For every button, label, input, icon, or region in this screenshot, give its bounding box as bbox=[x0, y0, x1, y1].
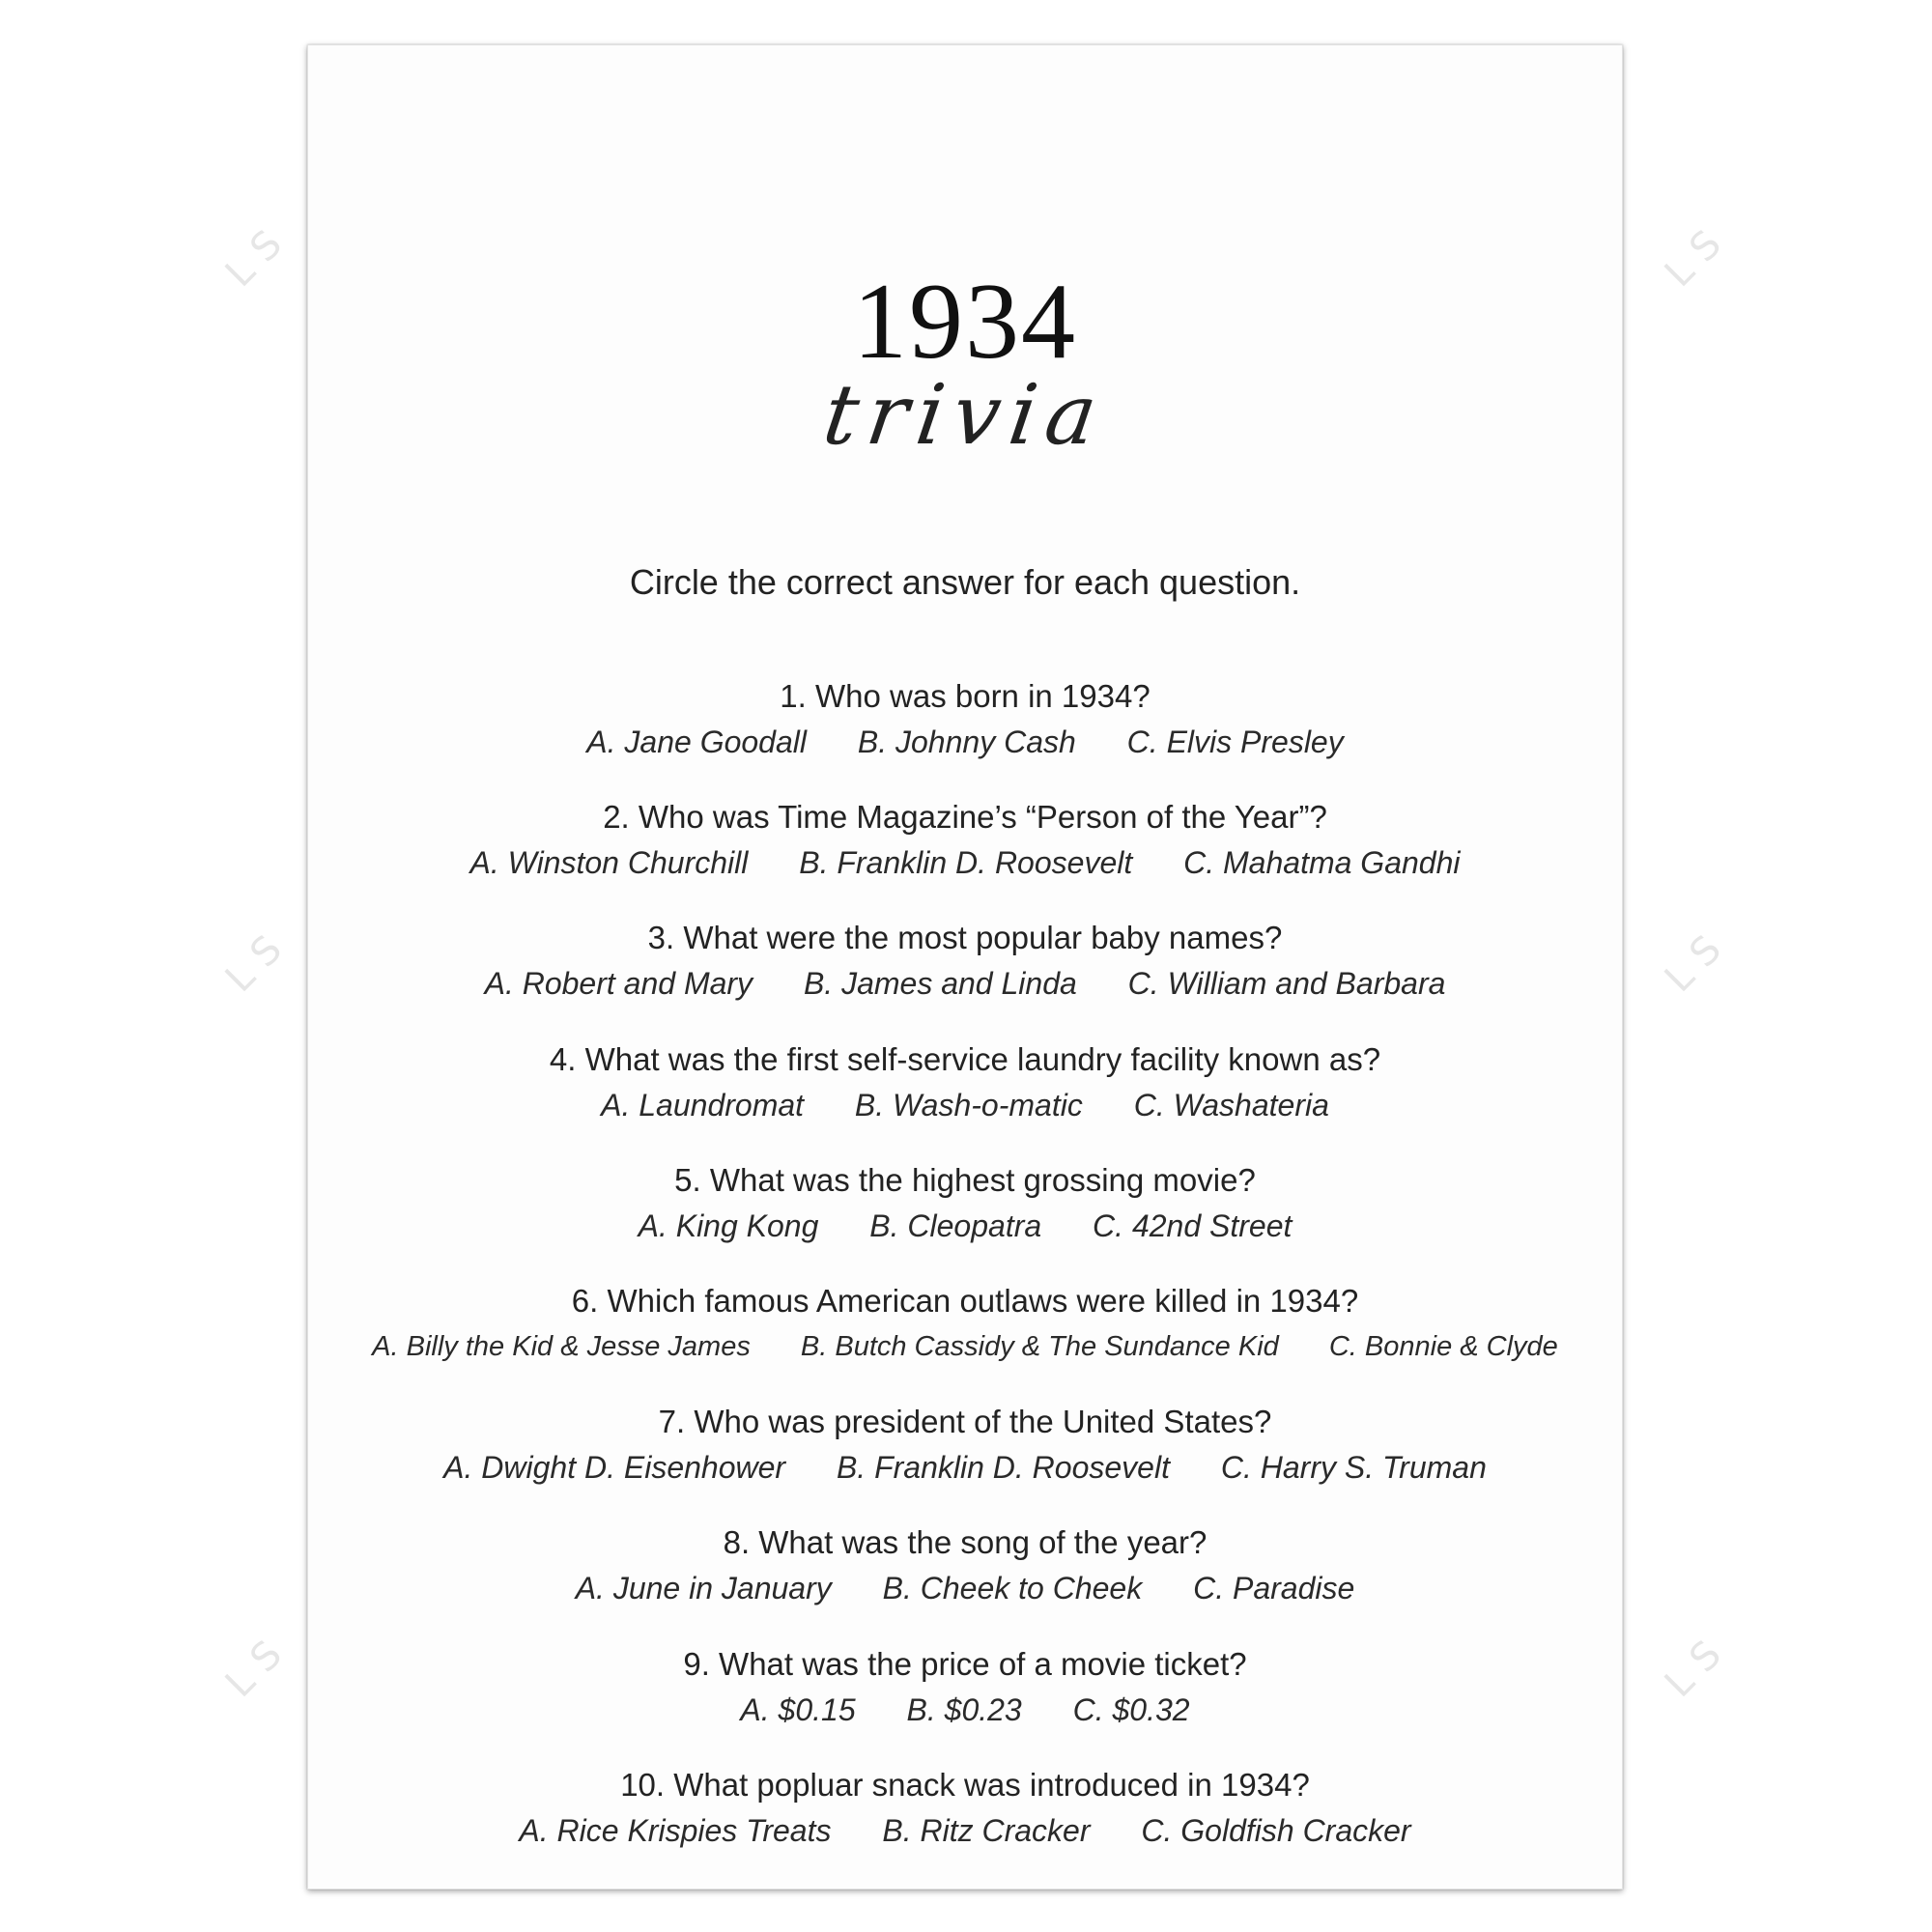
answer-options bbox=[308, 961, 1622, 1006]
answer-option[interactable]: C. Paradise bbox=[1193, 1571, 1355, 1606]
answer-option[interactable]: A. $0.15 bbox=[740, 1691, 856, 1727]
answer-option[interactable]: A. Laundromat bbox=[601, 1087, 805, 1122]
answer-option[interactable]: B. Wash-o-matic bbox=[854, 1087, 1083, 1122]
watermark-logo: LS bbox=[216, 917, 300, 1002]
answer-option[interactable]: C. 42nd Street bbox=[1093, 1208, 1293, 1243]
question-text: 1. Who was born in 1934? bbox=[780, 678, 1151, 714]
answer-option[interactable]: A. Jane Goodall bbox=[586, 724, 807, 759]
answer-option[interactable]: A. Rice Krispies Treats bbox=[519, 1812, 832, 1848]
question-text: 5. What was the highest grossing movie? bbox=[674, 1161, 1256, 1198]
trivia-card bbox=[307, 44, 1623, 1889]
answer-option[interactable]: B. Franklin D. Roosevelt bbox=[799, 845, 1133, 881]
question-item bbox=[308, 1762, 1622, 1883]
answer-option[interactable]: B. Cleopatra bbox=[869, 1208, 1042, 1243]
watermark-logo: LS bbox=[1656, 212, 1740, 297]
answer-options bbox=[308, 1688, 1622, 1732]
answer-options bbox=[308, 1204, 1622, 1248]
answer-option[interactable]: C. $0.32 bbox=[1072, 1691, 1190, 1727]
question-item bbox=[308, 794, 1622, 915]
question-text: 6. Which famous American outlaws were killed in 1934? bbox=[571, 1282, 1359, 1319]
question-text: 4. What was the first self-service laundry facility known as? bbox=[549, 1040, 1381, 1077]
title-year: 1934 bbox=[853, 262, 1077, 382]
answer-option[interactable]: B. James and Linda bbox=[803, 966, 1077, 1002]
answer-option[interactable]: B. Johnny Cash bbox=[857, 724, 1076, 759]
answer-option[interactable]: A. Winston Churchill bbox=[469, 845, 749, 881]
answer-option[interactable]: A. King Kong bbox=[638, 1208, 819, 1243]
answer-option[interactable]: B. Cheek to Cheek bbox=[882, 1571, 1143, 1606]
question-text: 2. Who was Time Magazine’s “Person of the Year”? bbox=[603, 799, 1327, 836]
answer-option[interactable]: A. Dwight D. Eisenhower bbox=[443, 1450, 786, 1486]
answer-option[interactable]: C. Washateria bbox=[1133, 1087, 1329, 1122]
answer-options bbox=[308, 1083, 1622, 1127]
watermark-logo: LS bbox=[216, 212, 300, 297]
answer-option[interactable]: C. Elvis Presley bbox=[1126, 724, 1344, 759]
instructions: Circle the correct answer for each question. bbox=[629, 562, 1301, 602]
answer-option[interactable]: C. Bonnie & Clyde bbox=[1328, 1330, 1558, 1362]
answer-option[interactable]: B. Butch Cassidy & The Sundance Kid bbox=[800, 1330, 1279, 1362]
question-text: 9. What was the price of a movie ticket? bbox=[683, 1645, 1247, 1682]
answer-option[interactable]: B. Franklin D. Roosevelt bbox=[836, 1450, 1170, 1486]
watermark-logo: LS bbox=[1656, 1622, 1740, 1707]
watermark-logo: LS bbox=[1656, 917, 1740, 1002]
question-item bbox=[308, 1278, 1622, 1399]
question-list bbox=[308, 673, 1622, 1883]
answer-option[interactable]: C. Mahatma Gandhi bbox=[1183, 845, 1461, 881]
answer-options bbox=[308, 1566, 1622, 1610]
question-text: 3. What were the most popular baby names? bbox=[647, 920, 1283, 956]
answer-option[interactable]: C. William and Barbara bbox=[1127, 966, 1446, 1002]
answer-option[interactable]: C. Harry S. Truman bbox=[1220, 1450, 1487, 1486]
answer-option[interactable]: A. Billy the Kid & Jesse James bbox=[372, 1330, 751, 1362]
question-item bbox=[308, 1399, 1622, 1520]
answer-options bbox=[308, 720, 1622, 764]
question-item bbox=[308, 1037, 1622, 1157]
answer-option[interactable]: A. Robert and Mary bbox=[484, 966, 753, 1002]
answer-option[interactable]: A. June in January bbox=[575, 1571, 832, 1606]
answer-option[interactable]: C. Goldfish Cracker bbox=[1141, 1812, 1411, 1848]
answer-option[interactable]: B. $0.23 bbox=[906, 1691, 1022, 1727]
question-item bbox=[308, 1157, 1622, 1278]
question-item bbox=[308, 1641, 1622, 1762]
answer-options bbox=[308, 840, 1622, 885]
title-script: trivia bbox=[817, 367, 1113, 464]
question-item bbox=[308, 673, 1622, 794]
answer-option[interactable]: B. Ritz Cracker bbox=[882, 1812, 1091, 1848]
question-item bbox=[308, 1520, 1622, 1640]
watermark-logo: LS bbox=[216, 1622, 300, 1707]
answer-options bbox=[308, 1808, 1622, 1853]
question-item bbox=[308, 915, 1622, 1036]
question-text: 7. Who was president of the United States? bbox=[658, 1404, 1272, 1440]
answer-options bbox=[308, 1324, 1622, 1369]
question-text: 8. What was the song of the year? bbox=[723, 1524, 1208, 1561]
question-text: 10. What popluar snack was introduced in 1934? bbox=[620, 1766, 1310, 1803]
answer-options bbox=[308, 1445, 1622, 1490]
